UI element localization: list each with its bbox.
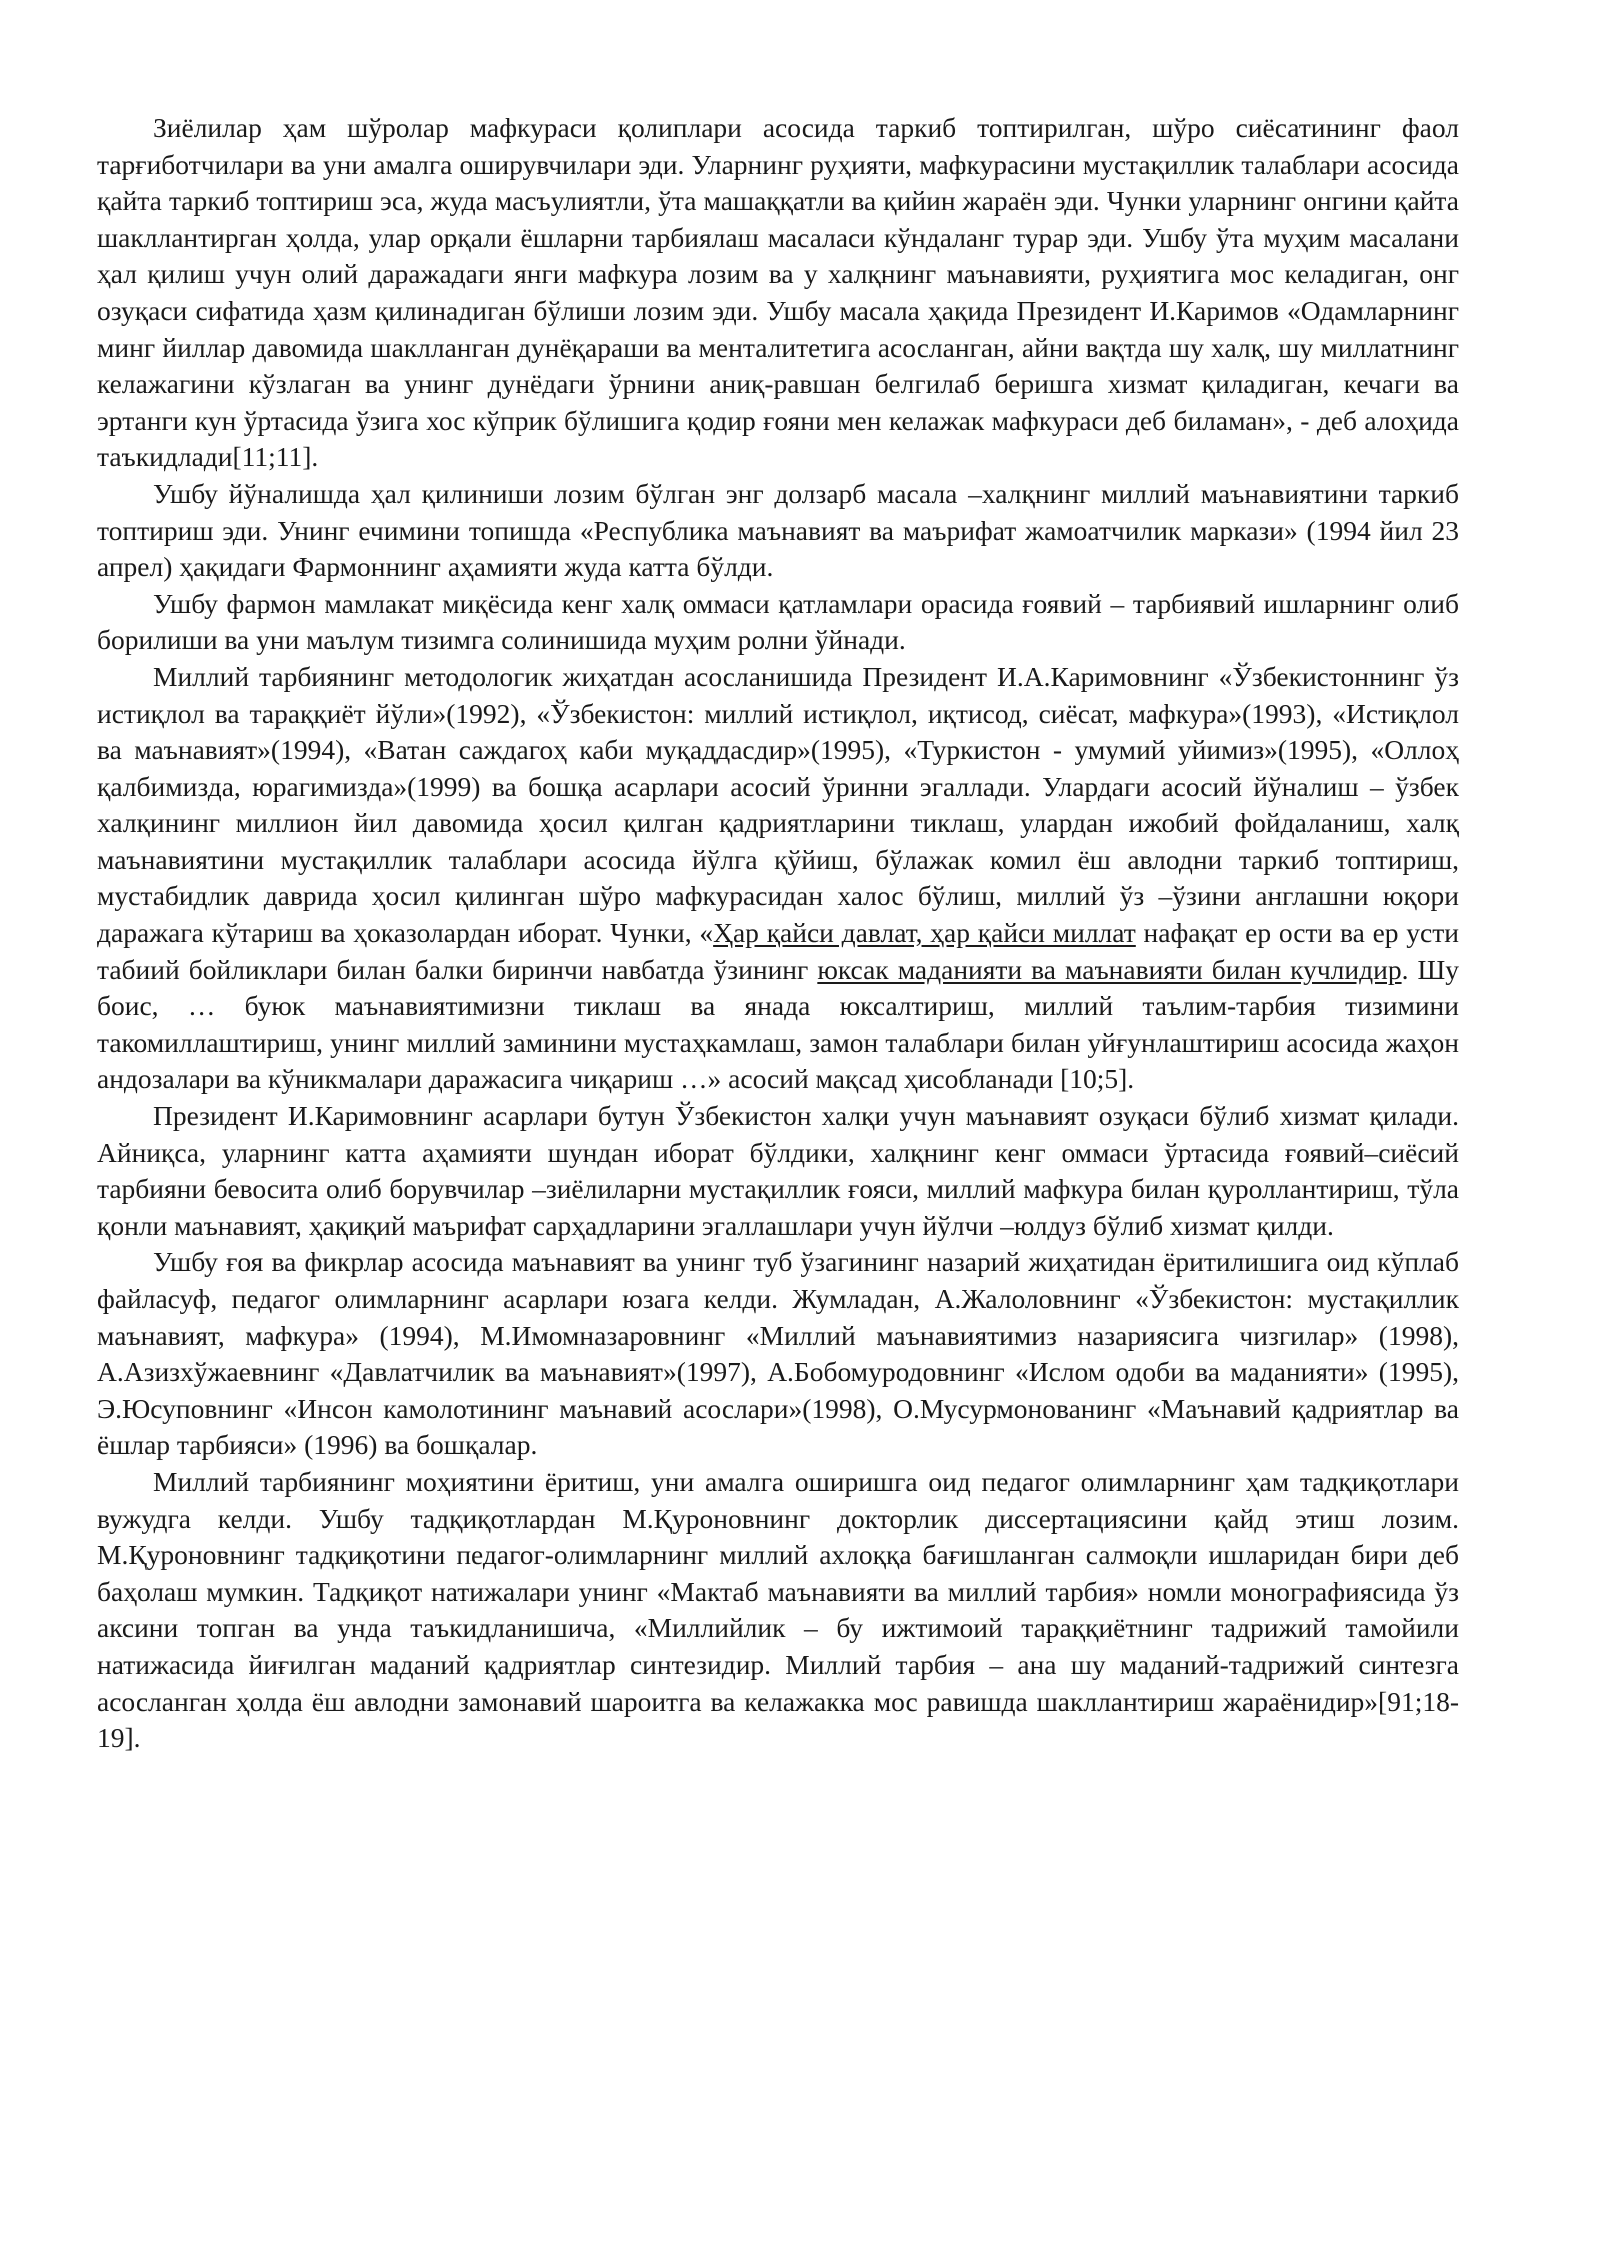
underlined-quote-1: Ҳар қайси давлат, ҳар қайси миллат bbox=[713, 917, 1136, 949]
paragraph-6: Ушбу ғоя ва фикрлар асосида маънавият ва унинг туб ўзагининг назарий жиҳатидан ёритилишига оид кўплаб файласуф, педагог олимларнинг асарлари юзага келди. Жумладан, А.Жалоловнинг «Ўзбекистон: мустақиллик маънавият, мафкура» (1994), М.Имомназаровнинг «Миллий маънавиятимиз назариясига чизгилар» (1998), А.Азизхўжаевнинг «Давлатчилик ва маънавият»(1997), А.Бобомуродовнинг «Ислом одоби ва маданияти» (1995), Э.Юсуповнинг «Инсон камолотининг маънавий асослари»(1998), О.Мусурмонованинг «Маънавий қадриятлар ва ёшлар тарбияси» (1996) ва бошқалар. bbox=[97, 1246, 1459, 1461]
underlined-quote-2: юксак маданияти ва маънавияти билан кучлидир bbox=[817, 953, 1402, 985]
paragraph-7: Миллий тарбиянинг моҳиятини ёритиш, уни амалга оширишга оид педагог олимларнинг ҳам тадқиқотлари вужудга келди. Ушбу тадқиқотлардан М.Қуроновнинг докторлик диссертациясини қайд этиш лозим. М.Қуроновнинг тадқиқотини педагог-олимларнинг миллий ахлоққа бағишланган салмоқли ишларидан бири деб баҳолаш мумкин. Тадқиқот натижалари унинг «Мактаб маънавияти ва миллий тарбия» номли монографиясида ўз аксини топган ва унда таъкидланишича, «Миллийлик – бу ижтимоий тараққиётнинг тадрижий тамойили натижасида йиғилган маданий қадриятлар синтезидир. Миллий тарбия – ана шу маданий-тадрижий синтезга асосланган ҳолда ёш авлодни замонавий шароитга ва келажакка мос равишда шакллантириш жараёнидир»[91;18-19]. bbox=[97, 1465, 1459, 1754]
paragraph-5: Президент И.Каримовнинг асарлари бутун Ўзбекистон халқи учун маънавият озуқаси бўлиб хизмат қилади. Айниқса, уларнинг катта аҳамияти шундан иборат бўлдики, халқнинг кенг оммаси ўртасида ғоявий–сиёсий тарбияни бевосита олиб борувчилар –зиёлиларни мустақиллик ғояси, миллий мафкура билан қуроллантириш, тўла қонли маънавият, ҳақиқий маърифат сарҳадларини эгаллашлари учун йўлчи –юлдуз бўлиб хизмат қилди. bbox=[97, 1100, 1459, 1241]
document-page bbox=[97, 110, 1459, 1757]
paragraph-4-text-b: нафақат ер ости ва ер усти табиий бойликлари билан балки биринчи навбатда ўзининг bbox=[97, 917, 1459, 985]
paragraph-2: Ушбу йўналишда ҳал қилиниши лозим бўлган энг долзарб масала –халқнинг миллий маънавиятини таркиб топтириш эди. Унинг ечимини топишда «Республика маънавият ва маърифат жамоатчилик маркази» (1994 йил 23 апрел) ҳақидаги Фармоннинг аҳамияти жуда катта бўлди. bbox=[97, 477, 1459, 583]
paragraph-4-text-a: Миллий тарбиянинг методологик жиҳатдан асосланишида Президент И.А.Каримовнинг «Ўзбекистоннинг ўз истиқлол ва тараққиёт йўли»(1992), «Ўзбекистон: миллий истиқлол, иқтисод, сиёсат, мафкура»(1993), «Истиқлол ва маънавият»(1994), «Ватан саждагоҳ каби муқаддасдир»(1995), «Туркистон - умумий уйимиз»(1995), «Оллоҳ қалбимизда, юрагимизда»(1999) ва бошқа асарлари асосий ўринни эгаллади. Улардаги асосий йўналиш – ўзбек халқининг миллион йил давомида ҳосил қилган қадриятларини тиклаш, улардан ижобий фойдаланиш, халқ маънавиятини мустақиллик талаблари асосида йўлга қўйиш, бўлажак комил ёш авлодни таркиб топтириш, мустабидлик даврида ҳосил қилинган шўро мафкурасидан халос бўлиш, миллий ўз –ўзини англашни юқори даражага кўтариш ва ҳоказолардан иборат. Чунки, « bbox=[97, 660, 1459, 949]
paragraph-4-text-c: . Шу боис, … буюк маънавиятимизни тиклаш ва янада юксалтириш, миллий таълим-тарбия тизимини такомиллаштириш, унинг миллий заминини мустаҳкамлаш, замон талаблари билан уйғунлаштириш асосида жаҳон андозалари ва кўникмалари даражасига чиқариш …» асосий мақсад ҳисобланади [10;5]. bbox=[97, 953, 1459, 1095]
paragraph-3: Ушбу фармон мамлакат миқёсида кенг халқ оммаси қатламлари орасида ғоявий – тарбиявий ишларнинг олиб борилиши ва уни маълум тизимга солинишида муҳим ролни ўйнади. bbox=[97, 587, 1459, 656]
paragraph-4 bbox=[97, 659, 1459, 1098]
paragraph-1: Зиёлилар ҳам шўролар мафкураси қолиплари асосида таркиб топтирилган, шўро сиёсатининг фаол тарғиботчилари ва уни амалга оширувчилари эди. Уларнинг руҳияти, мафкурасини мустақиллик талаблари асосида қайта таркиб топтириш эса, жуда масъулиятли, ўта машаққатли ва қийин жараён эди. Чунки уларнинг онгини қайта шакллантирган ҳолда, улар орқали ёшларни тарбиялаш масаласи кўндаланг турар эди. Ушбу ўта муҳим масалани ҳал қилиш учун олий даражадаги янги мафкура лозим ва у халқнинг маънавияти, руҳиятига мос келадиган, онг озуқаси сифатида ҳазм қилинадиган бўлиши лозим эди. Ушбу масала ҳақида Президент И.Каримов «Одамларнинг минг йиллар давомида шаклланган дунёқараши ва менталитетига асосланган, айни вақтда шу халқ, шу миллатнинг келажагини кўзлаган ва унинг дунёдаги ўрнини аниқ-равшан белгилаб беришга хизмат қиладиган, кечаги ва эртанги кун ўртасида ўзига хос кўприк бўлишига қодир ғояни мен келажак мафкураси деб биламан», - деб алоҳида таъкидлади[11;11]. bbox=[97, 112, 1459, 473]
